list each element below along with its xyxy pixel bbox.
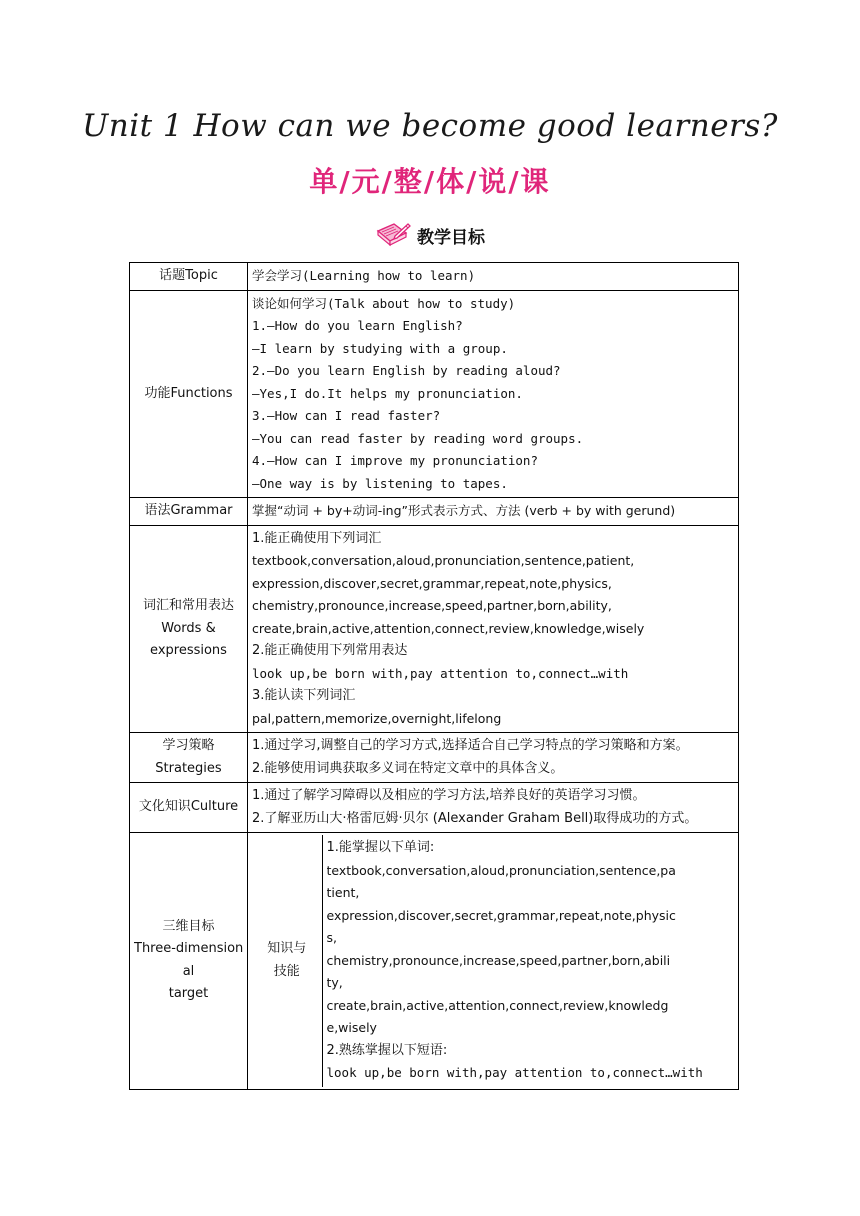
- words-line: 2.能正确使用下列常用表达: [252, 643, 408, 658]
- strategies-label-line: Strategies: [155, 760, 222, 776]
- three-dim-line: s,: [326, 930, 337, 945]
- three-dim-line: 2.熟练掌握以下短语:: [326, 1042, 448, 1058]
- strategies-label-line: 学习策略: [162, 738, 215, 753]
- words-line: look up,be born with,pay attention to,connect…with: [252, 665, 629, 681]
- strategies-label: [130, 733, 248, 783]
- functions-content: [248, 290, 739, 498]
- words-label-line: 词汇和常用表达: [142, 598, 234, 613]
- knowledge-skills-label-line: 技能: [273, 963, 300, 979]
- row-strategies: [130, 733, 739, 783]
- teaching-objectives-table: [129, 262, 739, 1090]
- words-line: 3.能认读下列词汇: [252, 688, 356, 703]
- words-line: textbook,conversation,aloud,pronunciation,sentence,patient,: [252, 553, 635, 568]
- three-dim-cell: [248, 833, 739, 1090]
- three-dim-line: e,wisely: [326, 1020, 377, 1035]
- three-dim-label-line: Three-dimension: [134, 941, 243, 957]
- words-content: [248, 525, 739, 733]
- row-functions: [130, 290, 739, 498]
- strategies-line: 1.通过学习,调整自己的学习方式,选择适合自己学习特点的学习策略和方案。: [252, 738, 689, 753]
- three-dim-line: ty,: [326, 975, 343, 990]
- culture-content: [248, 783, 739, 833]
- culture-line: 1.通过了解学习障碍以及相应的学习方法,培养良好的英语学习习惯。: [252, 788, 646, 803]
- functions-line: 1.—How do you learn English?: [252, 318, 463, 333]
- functions-label: 功能Functions: [130, 290, 248, 498]
- grammar-label: 语法Grammar: [130, 498, 248, 526]
- culture-line: 2.了解亚历山大·格雷厄姆·贝尔 (Alexander Graham Bell)取得成功的方式。: [252, 810, 698, 826]
- document-title: Unit 1 How can we become good learners?: [82, 108, 778, 144]
- three-dim-label-line: 三维目标: [162, 918, 215, 934]
- document-subtitle: 单/元/整/体/说/课: [309, 165, 551, 198]
- grammar-content: 掌握“动词 + by+动词-ing”形式表示方式、方法 (verb + by with gerund): [248, 498, 739, 526]
- three-dim-subtable: [252, 835, 734, 1087]
- functions-line: 3.—How can I read faster?: [252, 408, 441, 423]
- section-heading-text: 教学目标: [417, 227, 485, 248]
- words-line: chemistry,pronounce,increase,speed,partner,born,ability,: [252, 598, 612, 613]
- strategies-content: [248, 733, 739, 783]
- three-dim-line: textbook,conversation,aloud,pronunciation,sentence,pa: [326, 862, 676, 878]
- three-dim-line: 1.能掌握以下单词:: [326, 840, 435, 855]
- functions-line: 2.—Do you learn English by reading aloud?: [252, 363, 561, 378]
- functions-line: 4.—How can I improve my pronunciation?: [252, 453, 538, 468]
- topic-content: 学会学习(Learning how to learn): [248, 263, 739, 291]
- topic-label: 话题Topic: [130, 263, 248, 291]
- section-heading: [0, 222, 860, 248]
- knowledge-skills-content: [322, 835, 734, 1087]
- row-three-dim: [130, 833, 739, 1090]
- words-line: expression,discover,secret,grammar,repeat,note,physics,: [252, 575, 612, 591]
- strategies-line: 2.能够使用词典获取多义词在特定文章中的具体含义。: [252, 760, 564, 776]
- functions-line: —One way is by listening to tapes.: [252, 475, 508, 491]
- functions-line: —I learn by studying with a group.: [252, 340, 508, 356]
- words-label: [130, 525, 248, 733]
- functions-line: —Yes,I do.It helps my pronunciation.: [252, 385, 523, 401]
- knowledge-skills-label-line: 知识与: [267, 941, 307, 957]
- three-dim-line: tient,: [326, 885, 360, 900]
- three-dim-line: chemistry,pronounce,increase,speed,partner,born,abili: [326, 952, 671, 968]
- pencil-notebook-icon: [375, 222, 411, 248]
- row-grammar: [130, 498, 739, 526]
- row-words: [130, 525, 739, 733]
- three-dim-line: look up,be born with,pay attention to,connect…with: [326, 1065, 703, 1080]
- words-line: create,brain,active,attention,connect,review,knowledge,wisely: [252, 620, 645, 636]
- words-label-line: expressions: [150, 643, 227, 658]
- functions-line: —You can read faster by reading word groups.: [252, 430, 584, 446]
- functions-line: 谈论如何学习(Talk about how to study): [252, 295, 516, 311]
- three-dim-label-line: target: [168, 986, 209, 1002]
- row-culture: [130, 783, 739, 833]
- words-label-line: Words &: [161, 620, 216, 636]
- three-dim-label: [130, 833, 248, 1090]
- row-topic: [130, 263, 739, 291]
- three-dim-label-line: al: [182, 963, 195, 979]
- three-dim-line: expression,discover,secret,grammar,repeat,note,physic: [326, 907, 676, 923]
- knowledge-skills-label: [252, 835, 322, 1087]
- words-line: pal,pattern,memorize,overnight,lifelong: [252, 710, 502, 726]
- three-dim-line: create,brain,active,attention,connect,review,knowledg: [326, 997, 669, 1013]
- words-line: 1.能正确使用下列词汇: [252, 530, 382, 546]
- culture-label: 文化知识Culture: [130, 783, 248, 833]
